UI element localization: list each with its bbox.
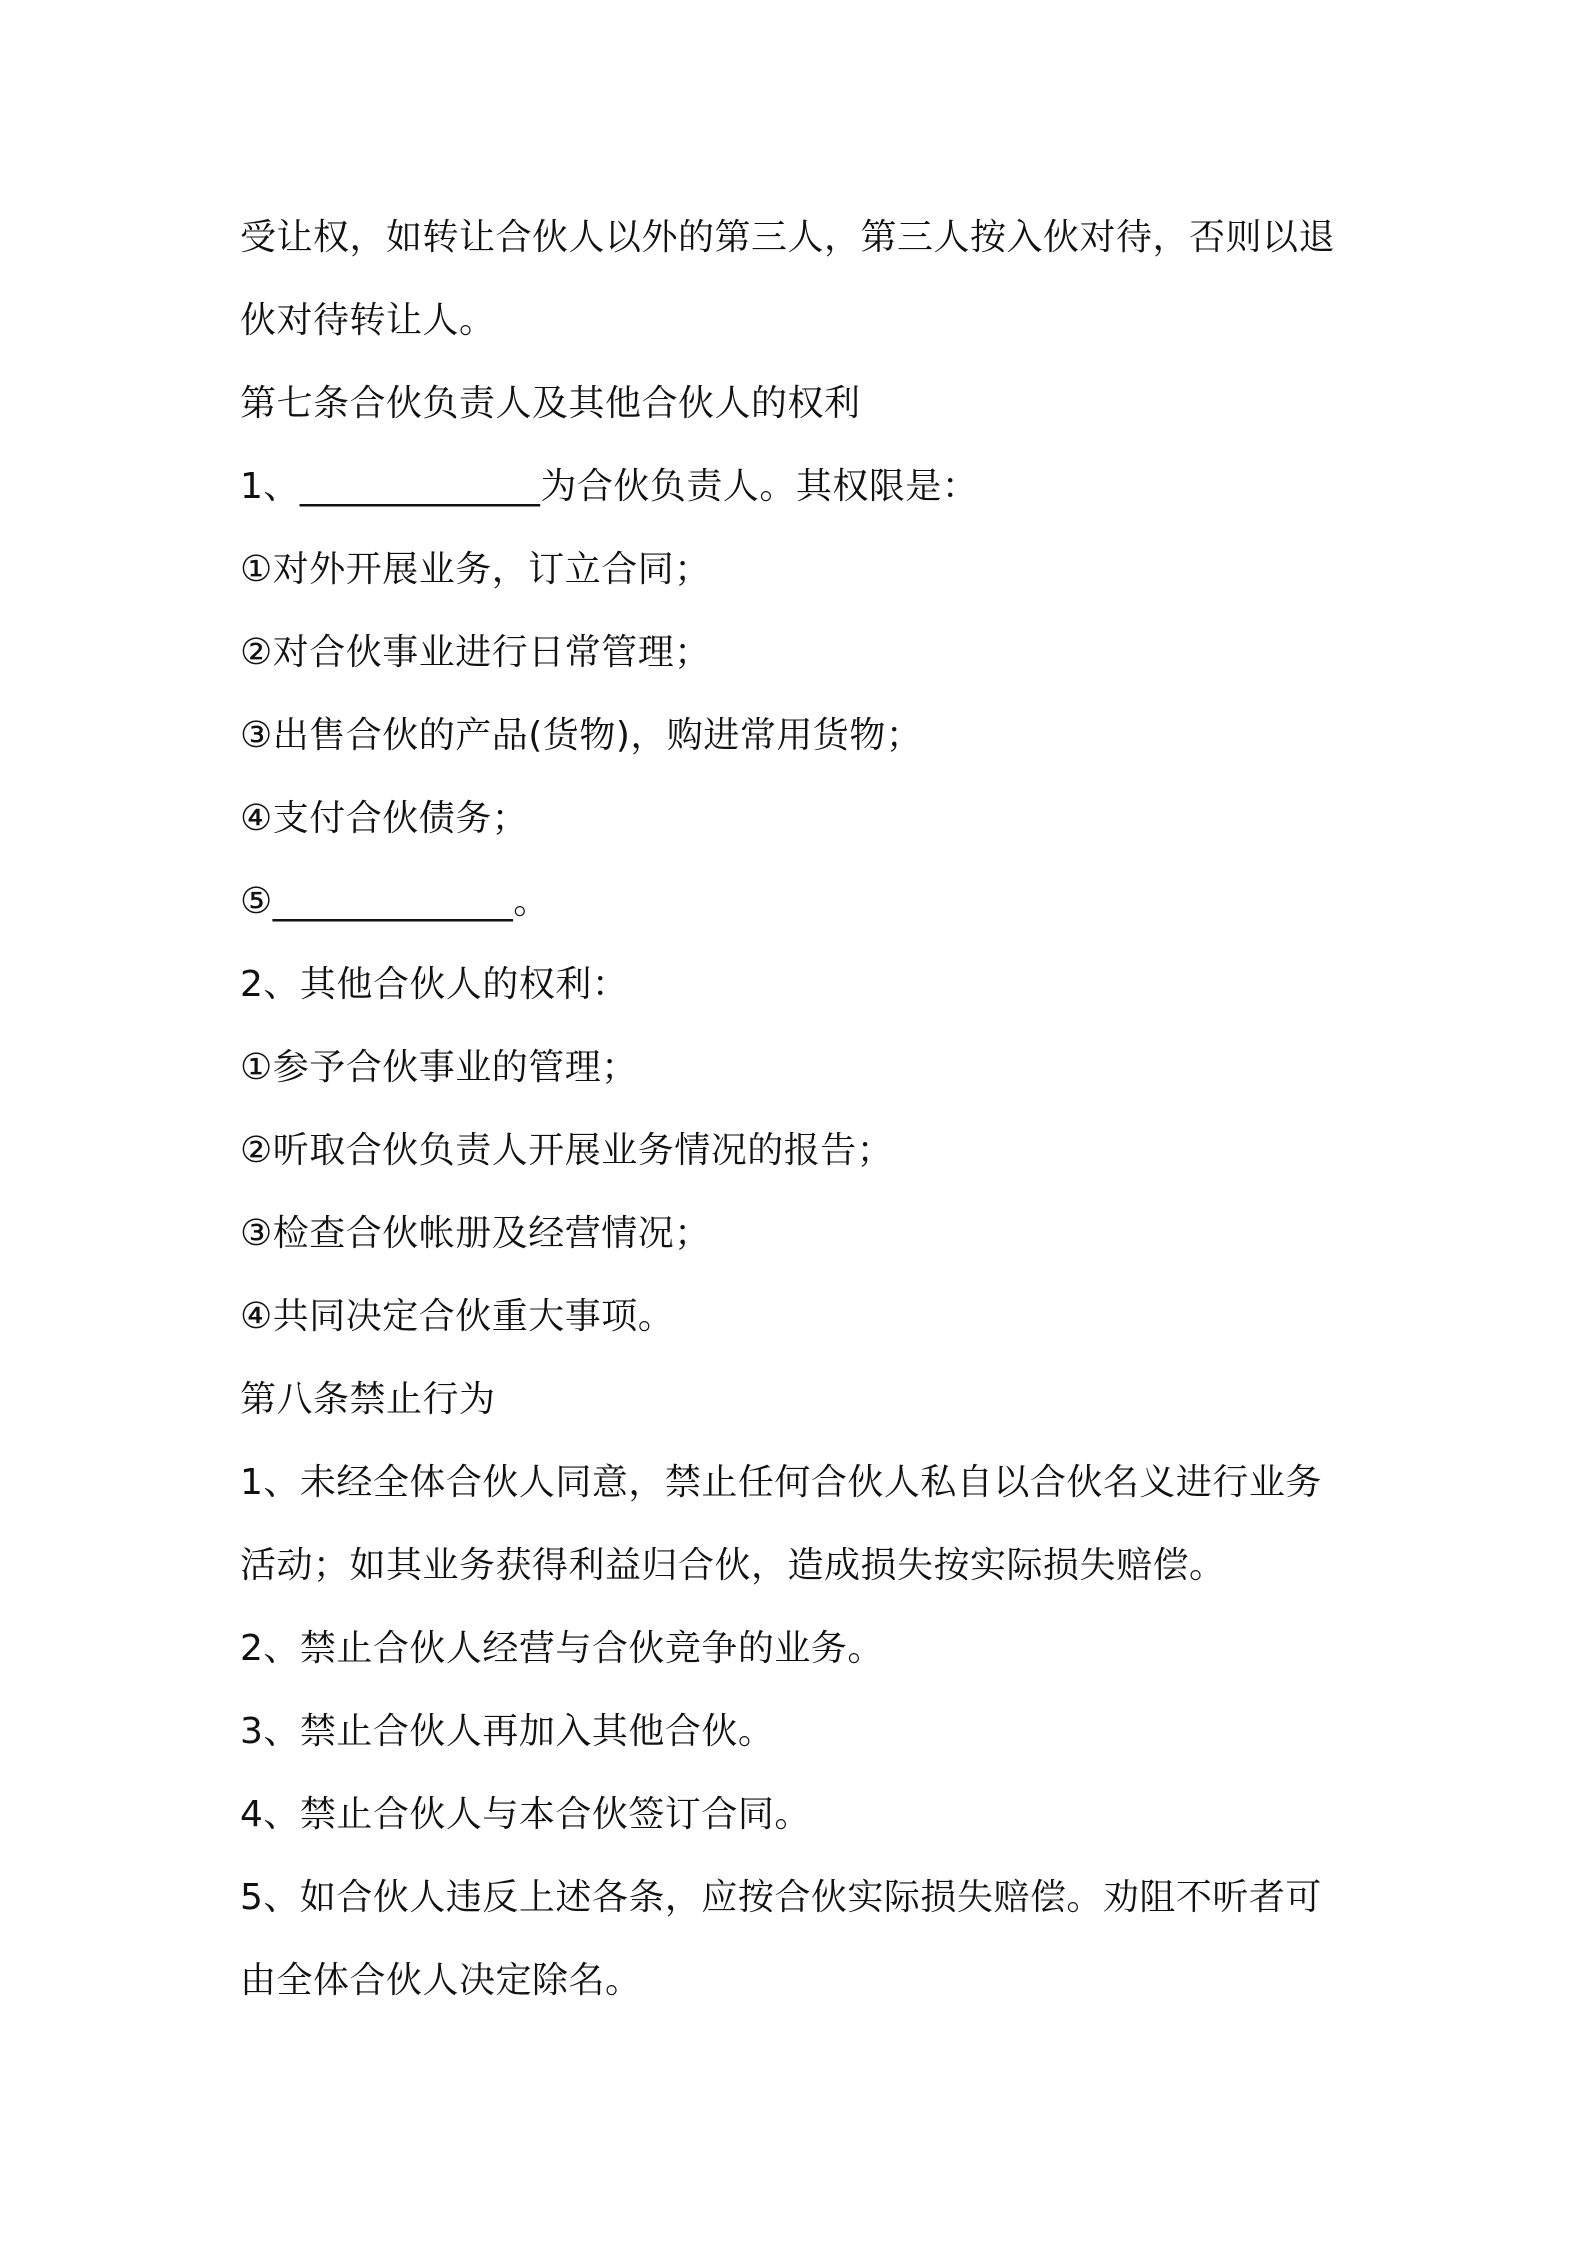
sub-item: ③出售合伙的产品(货物)，购进常用货物； (240, 715, 923, 756)
clause-item: 5、如合伙人违反上述各条，应按合伙实际损失赔偿。劝阻不听者可 (240, 1877, 1322, 1918)
sub-item: ①参予合伙事业的管理； (240, 1047, 638, 1088)
sub-item: ①对外开展业务，订立合同； (240, 549, 711, 590)
sub-item: ④支付合伙债务； (240, 798, 529, 839)
clause-item: 2、其他合伙人的权利： (240, 964, 629, 1005)
text-line: 伙对待转让人。 (240, 300, 496, 341)
article-heading: 第八条禁止行为 (240, 1379, 496, 1420)
text-line: 受让权，如转让合伙人以外的第三人，第三人按入伙对待，否则以退 (240, 217, 1336, 258)
clause-item: 1、未经全体合伙人同意，禁止任何合伙人私自以合伙名义进行业务 (240, 1462, 1322, 1503)
sub-item: ④共同决定合伙重大事项。 (240, 1296, 675, 1337)
sub-item: ②听取合伙负责人开展业务情况的报告； (240, 1130, 894, 1171)
article-heading: 第七条合伙负责人及其他合伙人的权利 (240, 383, 861, 424)
clause-item: 3、禁止合伙人再加入其他合伙。 (240, 1711, 775, 1752)
document-body (240, 196, 1350, 2022)
text-line: 活动；如其业务获得利益归合伙，造成损失按实际损失赔偿。 (240, 1545, 1226, 1586)
clause-item: 2、禁止合伙人经营与合伙竞争的业务。 (240, 1628, 884, 1669)
clause-item: 4、禁止合伙人与本合伙签订合同。 (240, 1794, 811, 1835)
clause-item: 1、_____________为合伙负责人。其权限是： (240, 466, 979, 507)
sub-item: ③检查合伙帐册及经营情况； (240, 1213, 711, 1254)
sub-item: ②对合伙事业进行日常管理； (240, 632, 711, 673)
text-line: 由全体合伙人决定除名。 (240, 1960, 642, 2001)
sub-item: ⑤_____________。 (240, 881, 550, 922)
